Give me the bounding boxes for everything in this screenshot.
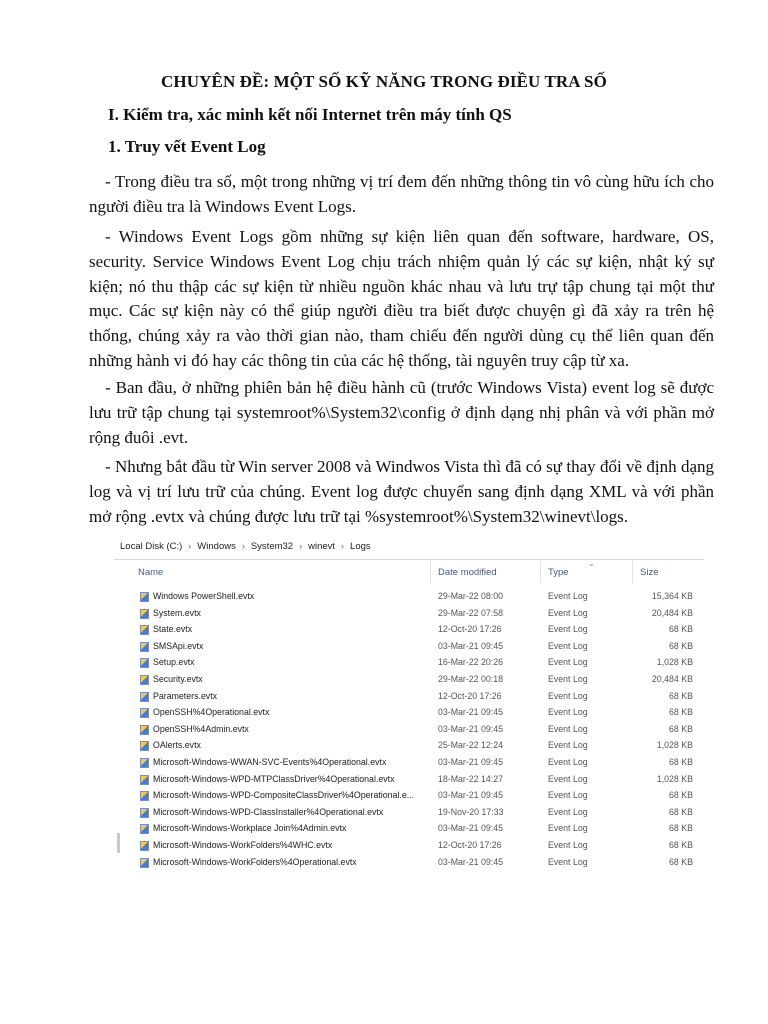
file-type: Event Log [548,673,588,684]
file-name: Microsoft-Windows-WPD-CompositeClassDriver%4Operational.e... [153,790,415,801]
file-row[interactable] [114,805,704,822]
file-name: Parameters.evtx [153,690,218,701]
breadcrumb-item-winevt[interactable]: winevt [308,540,336,552]
file-name: State.evtx [153,624,193,635]
column-header-date-modified[interactable]: Date modified [438,567,497,578]
paragraph-1: - Trong điều tra số, một trong những vị trí đem đến những thông tin vô cùng hữu ích cho người điều tra là Windows Event Logs. [89,172,714,216]
file-row[interactable] [114,589,704,606]
file-name: Microsoft-Windows-WPD-MTPClassDriver%4Operational.evtx [153,773,395,784]
file-type: Event Log [548,790,588,801]
column-header-type[interactable]: Type [548,567,569,578]
file-name: OAlerts.evtx [153,740,201,751]
subsection-heading: 1. Truy vết Event Log [108,137,266,156]
file-name: Security.evtx [153,673,203,684]
scroll-indicator[interactable] [117,833,120,853]
column-divider[interactable] [632,561,633,583]
file-explorer-screenshot [114,533,704,875]
file-date-modified: 29-Mar-22 00:18 [438,673,504,684]
paragraph-4: - Nhưng bắt đầu từ Win server 2008 và Windwos Vista thì đã có sự thay đổi về định dạng log và vị trí lưu trữ của chúng. Event log được chuyển sang định dạng XML và với phần mở rộng .evtx và chúng được lưu trữ tại %systemroot%\System32\winevt\logs. [89,457,714,526]
file-size: 68 KB [669,707,693,718]
file-size: 68 KB [669,823,693,834]
breadcrumb-item-system32[interactable]: System32 [250,540,294,552]
file-date-modified: 03-Mar-21 09:45 [438,790,504,801]
event-log-file-icon [140,741,149,751]
file-size: 68 KB [669,640,693,651]
file-size: 1,028 KB [656,773,693,784]
file-name: SMSApi.evtx [153,640,204,651]
file-list [114,589,704,871]
file-type: Event Log [548,856,588,867]
event-log-file-icon [140,609,149,619]
file-name: Microsoft-Windows-WorkFolders%4WHC.evtx [153,839,333,850]
file-size: 68 KB [669,790,693,801]
file-row[interactable] [114,755,704,772]
file-date-modified: 16-Mar-22 20:26 [438,657,504,668]
file-name: Windows PowerShell.evtx [153,591,255,601]
event-log-file-icon [140,791,149,801]
file-type: Event Log [548,723,588,734]
file-size: 1,028 KB [656,657,693,668]
column-header-name[interactable]: Name [138,567,164,578]
event-log-file-icon [140,775,149,785]
file-date-modified: 12-Oct-20 17:26 [438,839,502,850]
file-row[interactable] [114,639,704,656]
file-size: 68 KB [669,690,693,701]
section-heading: I. Kiểm tra, xác minh kết nối Internet trên máy tính QS [108,105,512,124]
breadcrumb [114,533,704,560]
file-type: Event Log [548,740,588,751]
file-row[interactable] [114,855,704,872]
file-size: 68 KB [669,756,693,767]
file-row[interactable] [114,672,704,689]
breadcrumb-item-local-disk[interactable]: Local Disk (C:) [120,540,183,552]
file-date-modified: 03-Mar-21 09:45 [438,856,504,867]
event-log-file-icon [140,692,149,702]
chevron-right-icon: › [341,541,345,551]
file-type: Event Log [548,823,588,834]
chevron-right-icon: › [241,541,245,551]
event-log-file-icon [140,708,149,718]
file-date-modified: 18-Mar-22 14:27 [438,773,504,784]
file-type: Event Log [548,640,588,651]
event-log-file-icon [140,758,149,768]
file-row[interactable] [114,821,704,838]
file-row[interactable] [114,738,704,755]
file-row[interactable] [114,705,704,722]
file-type: Event Log [548,591,588,601]
event-log-file-icon [140,642,149,652]
file-size: 68 KB [669,806,693,817]
file-type: Event Log [548,839,588,850]
file-name: OpenSSH%4Admin.evtx [153,723,249,734]
event-log-file-icon [140,824,149,834]
file-size: 68 KB [669,839,693,850]
file-type: Event Log [548,707,588,718]
chevron-right-icon: › [188,541,192,551]
file-type: Event Log [548,624,588,635]
column-divider[interactable] [430,561,431,583]
event-log-file-icon [140,625,149,635]
file-row[interactable] [114,689,704,706]
paragraph-3: - Ban đầu, ở những phiên bản hệ điều hành cũ (trước Windows Vista) event log sẽ được lưu trữ tập chung tại systemroot%\System32\config ở định dạng nhị phân và với phần mở rộng đuôi .evt. [89,378,714,447]
breadcrumb-item-windows[interactable]: Windows [197,540,236,552]
file-row[interactable] [114,655,704,672]
file-row[interactable] [114,722,704,739]
event-log-file-icon [140,592,149,602]
file-size: 68 KB [669,624,693,635]
file-date-modified: 19-Nov-20 17:33 [438,806,504,817]
file-size: 68 KB [669,723,693,734]
file-row[interactable] [114,838,704,855]
file-date-modified: 29-Mar-22 07:58 [438,607,504,618]
file-name: OpenSSH%4Operational.evtx [153,707,270,718]
sort-chevron-icon: ⌄ [588,559,595,568]
file-type: Event Log [548,657,588,668]
file-size: 20,484 KB [651,673,693,684]
file-type: Event Log [548,756,588,767]
event-log-file-icon [140,675,149,685]
event-log-file-icon [140,808,149,818]
file-name: System.evtx [153,607,201,618]
breadcrumb-item-logs[interactable]: Logs [350,540,371,552]
file-date-modified: 03-Mar-21 09:45 [438,756,504,767]
file-name: Microsoft-Windows-Workplace Join%4Admin.evtx [153,823,347,834]
file-row[interactable] [114,772,704,789]
file-type: Event Log [548,773,588,784]
file-date-modified: 12-Oct-20 17:26 [438,690,502,701]
file-date-modified: 03-Mar-21 09:45 [438,640,504,651]
event-log-file-icon [140,841,149,851]
document-title: CHUYÊN ĐỀ: MỘT SỐ KỸ NĂNG TRONG ĐIỀU TRA SỐ [161,72,607,91]
file-date-modified: 25-Mar-22 12:24 [438,740,504,751]
paragraph-2: - Windows Event Logs gồm những sự kiện liên quan đến software, hardware, OS, security. Service Windows Event Log chịu trách nhiệm quản lý các sự kiện, nhật ký sự kiện; nó thu thập các sự kiện từ nhiều nguồn khác nhau và lưu trự tập chung tại một thư mục. Các sự kiện này có thể giúp người điều tra biết được chuyện gì đã xảy ra trên hệ thống, chúng xảy ra vào thời gian nào, tham chiếu đến người dùng cụ thể liên quan đến những hành vi đó hay các thông tin của các hệ thống, tài nguyên truy cập từ xa. [89,227,714,370]
file-size: 68 KB [669,856,693,867]
file-name: Microsoft-Windows-WorkFolders%4Operational.evtx [153,856,357,867]
chevron-right-icon: › [299,541,303,551]
file-date-modified: 03-Mar-21 09:45 [438,723,504,734]
file-name: Microsoft-Windows-WPD-ClassInstaller%4Operational.evtx [153,806,384,817]
file-type: Event Log [548,607,588,618]
file-date-modified: 29-Mar-22 08:00 [438,591,504,601]
file-date-modified: 03-Mar-21 09:45 [438,823,504,834]
file-date-modified: 12-Oct-20 17:26 [438,624,502,635]
file-row[interactable] [114,606,704,623]
event-log-file-icon [140,658,149,668]
event-log-file-icon [140,858,149,868]
event-log-file-icon [140,725,149,735]
file-type: Event Log [548,690,588,701]
file-size: 1,028 KB [656,740,693,751]
column-divider[interactable] [540,561,541,583]
file-row[interactable] [114,622,704,639]
file-size: 15,364 KB [651,591,693,601]
file-size: 20,484 KB [651,607,693,618]
file-type: Event Log [548,806,588,817]
file-row[interactable] [114,788,704,805]
file-name: Microsoft-Windows-WWAN-SVC-Events%4Operational.evtx [153,756,387,767]
file-date-modified: 03-Mar-21 09:45 [438,707,504,718]
file-name: Setup.evtx [153,657,195,668]
column-header-size[interactable]: Size [640,567,659,578]
